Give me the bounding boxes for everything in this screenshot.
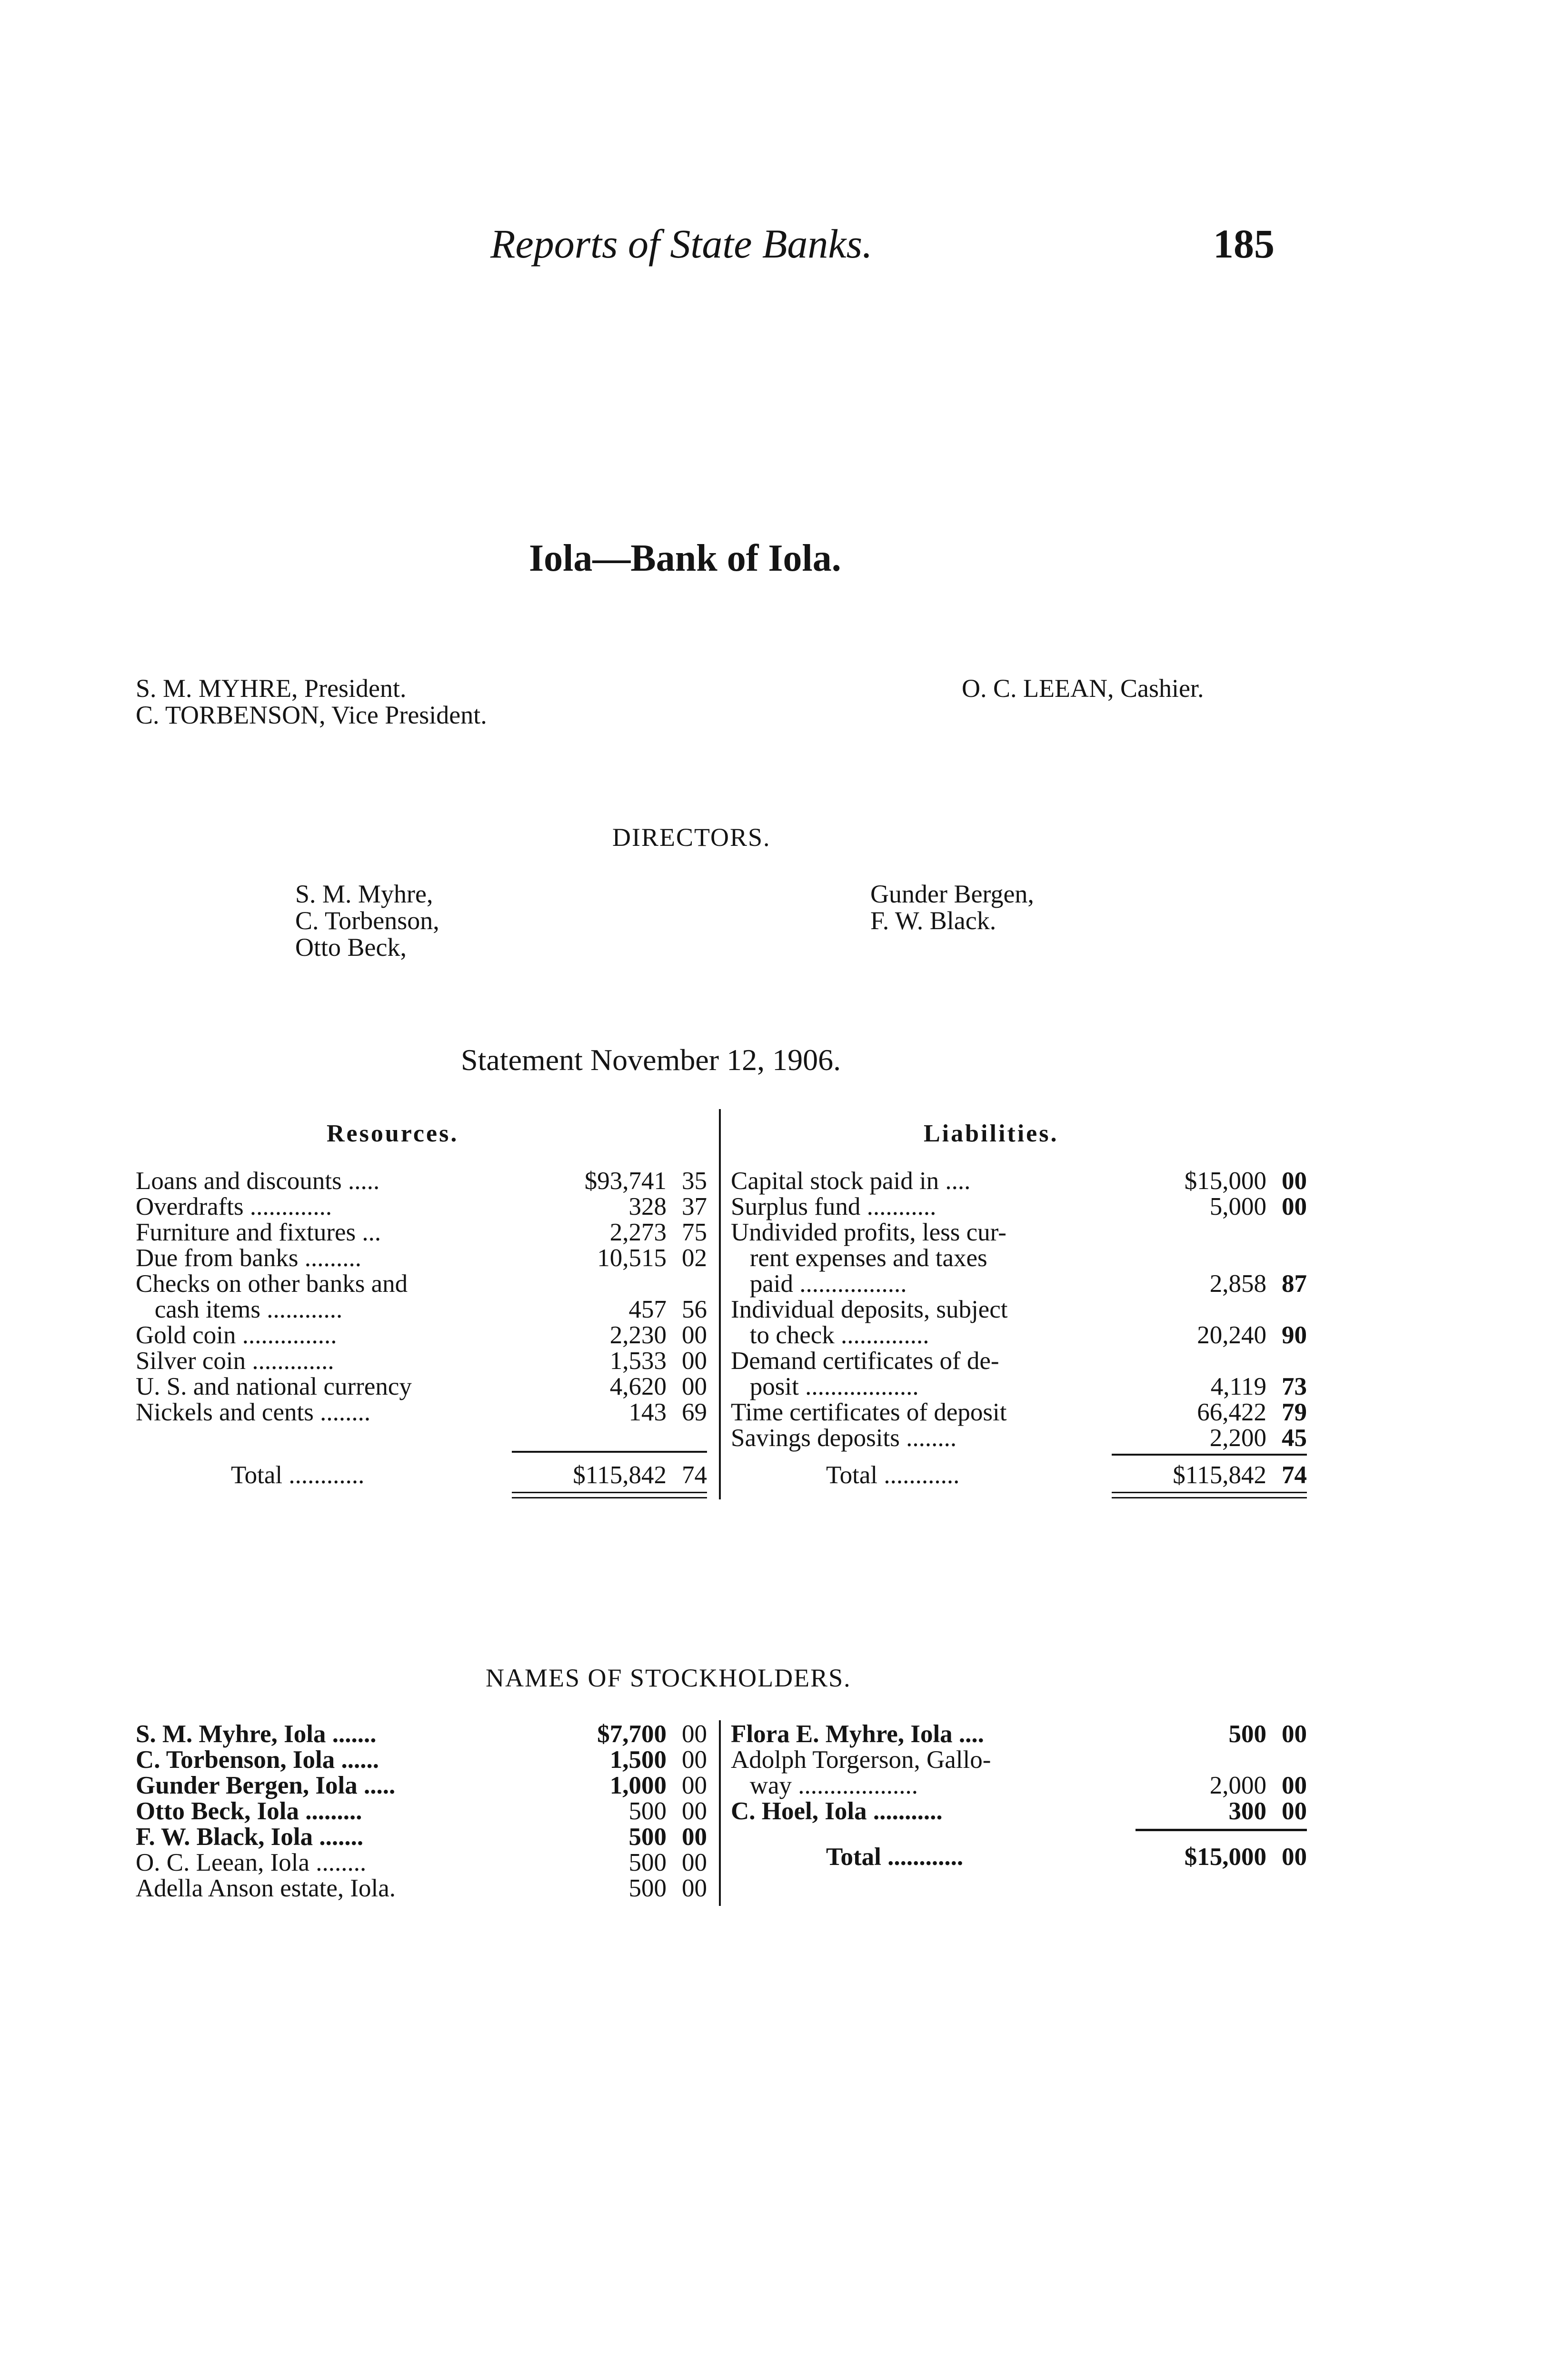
- resource-cents: 00: [682, 1347, 707, 1375]
- liabilities-total-dollars: $115,842: [1173, 1461, 1266, 1489]
- stockholder-name: way ...................: [731, 1772, 918, 1799]
- liability-cents: 90: [1282, 1321, 1307, 1349]
- resources-heading: Resources.: [327, 1120, 459, 1147]
- stockholder-name: Otto Beck, Iola .........: [136, 1797, 362, 1825]
- resource-dollars: 2,273: [609, 1219, 667, 1246]
- liability-cents: 73: [1282, 1373, 1307, 1400]
- liability-label: Time certificates of deposit: [731, 1398, 1007, 1426]
- resource-label: Checks on other banks and: [136, 1270, 408, 1298]
- stockholder-cents: 00: [682, 1823, 707, 1851]
- stockholder-cents: 00: [682, 1874, 707, 1902]
- stockholder-cents: 00: [682, 1797, 707, 1825]
- liability-label: paid .................: [731, 1270, 907, 1298]
- resource-label: U. S. and national currency: [136, 1373, 412, 1400]
- stockholder-name: S. M. Myhre, Iola .......: [136, 1720, 377, 1748]
- resource-label: Loans and discounts .....: [136, 1167, 380, 1195]
- stockholder-dollars: $7,700: [597, 1720, 667, 1748]
- officer-president: S. M. MYHRE, President.: [136, 674, 407, 703]
- director-name: F. W. Black.: [870, 906, 996, 935]
- liability-dollars: 4,119: [1210, 1373, 1266, 1400]
- statement-divider: [719, 1109, 721, 1499]
- resource-cents: 56: [682, 1296, 707, 1323]
- resource-label: cash items ............: [136, 1296, 343, 1323]
- liabilities-double-rule: [1112, 1492, 1307, 1498]
- liabilities-total-rule: [1112, 1454, 1307, 1456]
- stockholder-cents: 00: [682, 1720, 707, 1748]
- resources-total-label: Total ............: [231, 1461, 365, 1489]
- resource-dollars: 328: [628, 1193, 667, 1220]
- stockholders-total-rule: [1136, 1829, 1307, 1831]
- liability-dollars: 2,200: [1209, 1424, 1266, 1452]
- resource-cents: 75: [682, 1219, 707, 1246]
- stockholders-total-cents: 00: [1282, 1843, 1307, 1871]
- liability-cents: 00: [1282, 1193, 1307, 1220]
- stockholder-dollars: 1,500: [609, 1746, 667, 1774]
- stockholder-cents: 00: [682, 1746, 707, 1774]
- stockholders-left-table: [136, 1721, 707, 1912]
- resources-table: [136, 1168, 707, 1501]
- stockholders-divider: [719, 1720, 721, 1906]
- resource-cents: 00: [682, 1321, 707, 1349]
- resources-total-cents: 74: [682, 1461, 707, 1489]
- resource-cents: 69: [682, 1398, 707, 1426]
- stockholder-name: Adolph Torgerson, Gallo-: [731, 1746, 991, 1774]
- liability-dollars: 5,000: [1209, 1193, 1266, 1220]
- stockholder-name: C. Torbenson, Iola ......: [136, 1746, 379, 1774]
- liability-label: Capital stock paid in ....: [731, 1167, 971, 1195]
- officer-vice-president: C. TORBENSON, Vice President.: [136, 701, 487, 729]
- stockholder-dollars: 1,000: [609, 1772, 667, 1799]
- liability-label: to check ..............: [731, 1321, 929, 1349]
- stockholder-cents: 00: [1282, 1772, 1307, 1799]
- liability-dollars: 20,240: [1197, 1321, 1266, 1349]
- resource-label: Due from banks .........: [136, 1244, 361, 1272]
- resource-cents: 00: [682, 1373, 707, 1400]
- resources-total-rule: [512, 1451, 707, 1453]
- resource-cents: 02: [682, 1244, 707, 1272]
- stockholder-name: F. W. Black, Iola .......: [136, 1823, 364, 1851]
- stockholder-dollars: 300: [1228, 1797, 1266, 1825]
- resource-label: Gold coin ...............: [136, 1321, 337, 1349]
- stockholder-cents: 00: [682, 1772, 707, 1799]
- stockholder-dollars: 500: [628, 1823, 667, 1851]
- stockholder-cents: 00: [1282, 1720, 1307, 1748]
- liabilities-total-cents: 74: [1282, 1461, 1307, 1489]
- stockholders-total-dollars: $15,000: [1184, 1843, 1266, 1871]
- stockholders-right-table: [731, 1721, 1307, 1912]
- resource-label: Nickels and cents ........: [136, 1398, 371, 1426]
- liability-cents: 87: [1282, 1270, 1307, 1298]
- liabilities-table: [731, 1168, 1307, 1501]
- liability-cents: 00: [1282, 1167, 1307, 1195]
- stockholder-dollars: 500: [628, 1797, 667, 1825]
- stockholders-total-label: Total ............: [826, 1843, 964, 1871]
- stockholder-name: Adella Anson estate, Iola.: [136, 1874, 396, 1902]
- liability-cents: 79: [1282, 1398, 1307, 1426]
- stockholder-dollars: 500: [1228, 1720, 1266, 1748]
- resources-total-dollars: $115,842: [573, 1461, 667, 1489]
- stockholder-cents: 00: [1282, 1797, 1307, 1825]
- liability-cents: 45: [1282, 1424, 1307, 1452]
- liability-label: rent expenses and taxes: [731, 1244, 987, 1272]
- resource-dollars: 143: [628, 1398, 667, 1426]
- stockholder-dollars: 500: [628, 1874, 667, 1902]
- liability-label: Surplus fund ...........: [731, 1193, 936, 1220]
- bank-title: Iola—Bank of Iola.: [529, 537, 841, 579]
- stockholder-cents: 00: [682, 1849, 707, 1876]
- resource-dollars: 457: [628, 1296, 667, 1323]
- liability-dollars: 66,422: [1197, 1398, 1266, 1426]
- stockholder-name: Flora E. Myhre, Iola ....: [731, 1720, 984, 1748]
- resource-cents: 35: [682, 1167, 707, 1195]
- resource-dollars: 4,620: [609, 1373, 667, 1400]
- stockholder-dollars: 500: [628, 1849, 667, 1876]
- director-name: Gunder Bergen,: [870, 880, 1034, 908]
- resource-dollars: 10,515: [597, 1244, 667, 1272]
- resource-label: Furniture and fixtures ...: [136, 1219, 381, 1246]
- director-name: S. M. Myhre,: [295, 880, 433, 908]
- resources-double-rule: [512, 1492, 707, 1498]
- resource-dollars: $93,741: [584, 1167, 667, 1195]
- liability-label: Savings deposits ........: [731, 1424, 957, 1452]
- stockholder-dollars: 2,000: [1209, 1772, 1266, 1799]
- page-number: 185: [1213, 221, 1275, 267]
- liabilities-heading: Liabilities.: [924, 1120, 1059, 1147]
- liability-label: Individual deposits, subject: [731, 1296, 1008, 1323]
- resource-cents: 37: [682, 1193, 707, 1220]
- liability-dollars: 2,858: [1209, 1270, 1266, 1298]
- running-header-title: Reports of State Banks.: [490, 221, 873, 267]
- resource-dollars: 1,533: [609, 1347, 667, 1375]
- stockholder-name: Gunder Bergen, Iola .....: [136, 1772, 396, 1799]
- statement-title: Statement November 12, 1906.: [461, 1043, 841, 1077]
- directors-heading: DIRECTORS.: [612, 823, 771, 852]
- stockholder-name: O. C. Leean, Iola ........: [136, 1849, 367, 1876]
- stockholders-heading: NAMES OF STOCKHOLDERS.: [486, 1664, 851, 1692]
- stockholder-name: C. Hoel, Iola ...........: [731, 1797, 943, 1825]
- liability-label: Demand certificates of de-: [731, 1347, 999, 1375]
- officer-cashier: O. C. LEEAN, Cashier.: [962, 674, 1204, 703]
- director-name: C. Torbenson,: [295, 906, 439, 935]
- liability-label: Undivided profits, less cur-: [731, 1219, 1006, 1246]
- resource-label: Overdrafts .............: [136, 1193, 332, 1220]
- director-name: Otto Beck,: [295, 933, 407, 962]
- liabilities-total-label: Total ............: [826, 1461, 960, 1489]
- liability-dollars: $15,000: [1184, 1167, 1266, 1195]
- resource-dollars: 2,230: [609, 1321, 667, 1349]
- resource-label: Silver coin .............: [136, 1347, 334, 1375]
- liability-label: posit ..................: [731, 1373, 919, 1400]
